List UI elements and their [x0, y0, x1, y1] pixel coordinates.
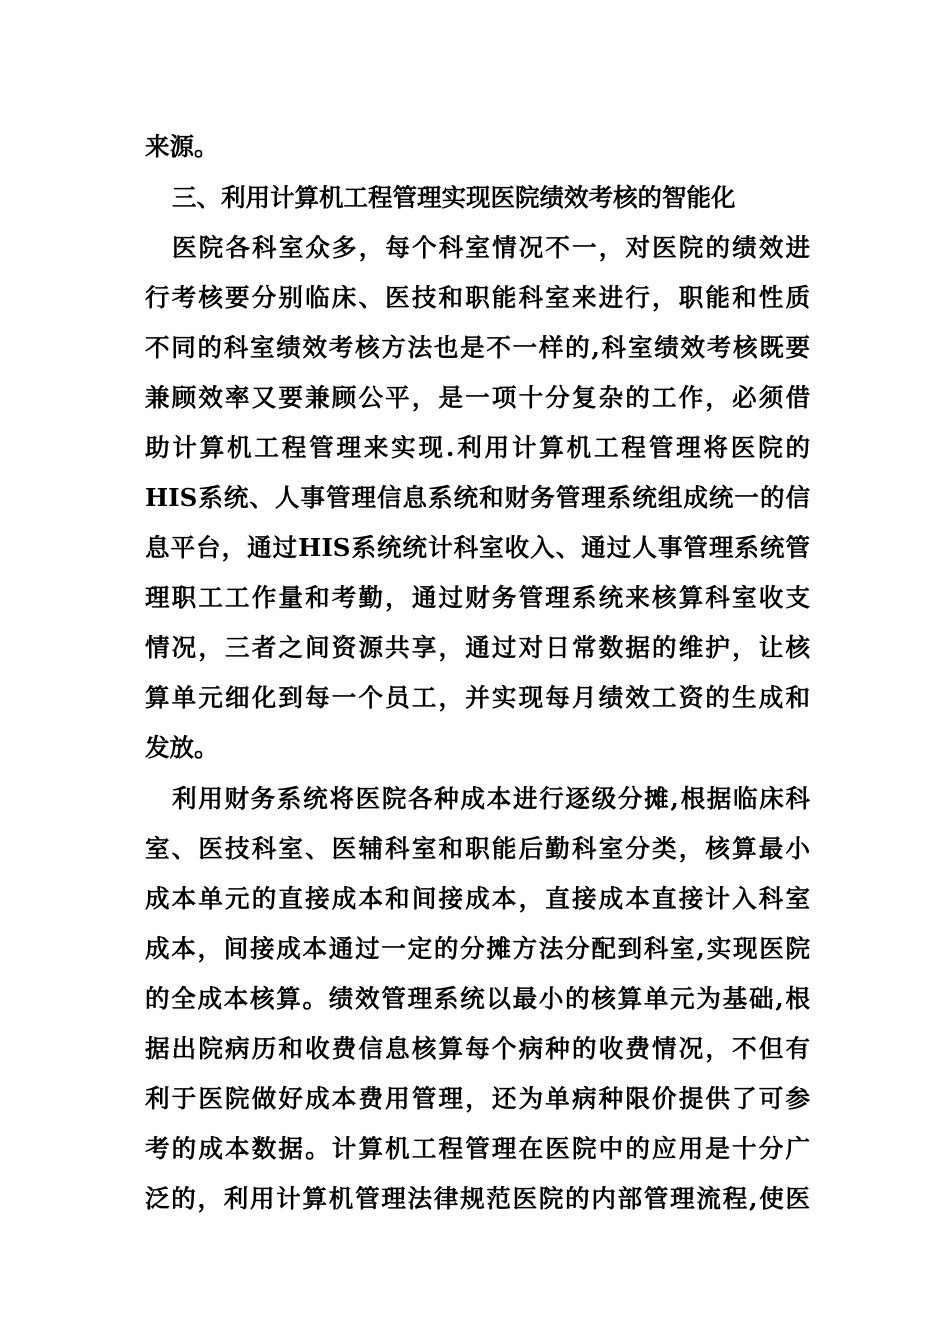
text-line: 医院各科室众多，每个科室情况不一，对医院的绩效进 [172, 233, 810, 262]
text-line: HIS系统、人事管理信息系统和财务管理系统组成统一的信 [145, 483, 810, 512]
text-line: 来源。 [145, 132, 219, 161]
text-line: 理职工工作量和考勤，通过财务管理系统来核算科室收支 [145, 583, 810, 612]
text-line: 情况，三者之间资源共享，通过对日常数据的维护，让核 [145, 633, 810, 662]
text-line: 利于医院做好成本费用管理，还为单病种限价提供了可参 [145, 1084, 810, 1113]
text-line: 息平台，通过HIS系统统计科室收入、通过人事管理系统管 [145, 533, 810, 562]
section-heading: 三、利用计算机工程管理实现医院绩效考核的智能化 [172, 183, 736, 212]
text-line: 据出院病历和收费信息核算每个病种的收费情况，不但有 [145, 1034, 810, 1063]
text-line: 成本单元的直接成本和间接成本，直接成本直接计入科室 [145, 884, 810, 913]
text-line: 兼顾效率又要兼顾公平，是一项十分复杂的工作，必须借 [145, 383, 810, 412]
text-line: 助计算机工程管理来实现.利用计算机工程管理将医院的 [145, 433, 810, 462]
text-line: 行考核要分别临床、医技和职能科室来进行，职能和性质 [145, 283, 810, 312]
text-line: 泛的，利用计算机管理法律规范医院的内部管理流程,使医 [145, 1184, 810, 1213]
text-line: 发放。 [145, 733, 219, 762]
text-line: 利用财务系统将医院各种成本进行逐级分摊,根据临床科 [172, 784, 810, 813]
text-line: 的全成本核算。绩效管理系统以最小的核算单元为基础,根 [145, 984, 810, 1013]
text-line: 考的成本数据。计算机工程管理在医院中的应用是十分广 [145, 1134, 810, 1163]
text-line: 成本，间接成本通过一定的分摊方法分配到科室,实现医院 [145, 934, 810, 963]
text-line: 算单元细化到每一个员工，并实现每月绩效工资的生成和 [145, 683, 810, 712]
text-line: 室、医技科室、医辅科室和职能后勤科室分类，核算最小 [145, 834, 810, 863]
text-line: 不同的科室绩效考核方法也是不一样的,科室绩效考核既要 [145, 333, 810, 362]
